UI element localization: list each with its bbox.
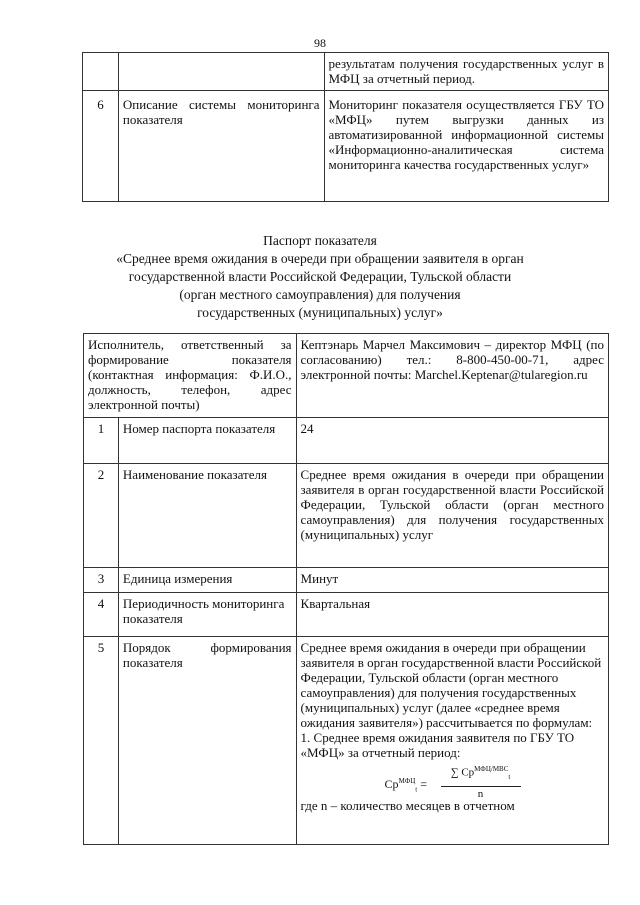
passport-title: Паспорт показателя xyxy=(263,233,377,248)
passport-name-line: государственной власти Российской Федерации, Тульской области xyxy=(128,269,512,284)
executor-label: Исполнитель, ответственный за формирование показателя (контактная информация: Ф.И.О., должность, телефон, адрес электронной почты) xyxy=(84,334,297,418)
passport-name-line: государственных (муниципальных) услуг» xyxy=(197,305,443,320)
row-label: Порядок формирования показателя xyxy=(118,637,296,845)
formation-step: 1. Среднее время ожидания заявителя по ГБУ ТО «МФЦ» за отчетный период: xyxy=(300,730,575,760)
top-table xyxy=(82,52,609,202)
table-row xyxy=(84,334,609,418)
table-row xyxy=(84,568,609,593)
formula xyxy=(301,762,604,798)
formation-note: где n – количество месяцев в отчетном xyxy=(300,798,515,813)
formula-fraction xyxy=(441,762,521,802)
row-number: 6 xyxy=(83,91,119,202)
page-number: 98 xyxy=(314,36,326,50)
row-number: 3 xyxy=(84,568,119,593)
table-row xyxy=(84,418,609,464)
row-label: Описание системы мониторинга показателя xyxy=(118,91,324,202)
formation-paragraph: Среднее время ожидания в очереди при обращении заявителя в орган государственной власти Российской Федерации, Тульской области (орган местного самоуправления) для получения государственных (муниципальных) услуг (далее «среднее время ожидания заявителя») рассчитывается по формулам: xyxy=(300,640,602,730)
formula-denominator: n xyxy=(477,787,484,800)
row-number: 2 xyxy=(84,464,119,568)
row-label: Периодичность мониторинга показателя xyxy=(118,593,296,637)
formula-numerator: ∑ $Cp^{МФЦ/МВС}_t$ xyxy=(441,762,521,787)
table-row xyxy=(83,53,609,91)
row-number: 4 xyxy=(84,593,119,637)
row-label: Номер паспорта показателя xyxy=(118,418,296,464)
table-row xyxy=(84,637,609,845)
row-value xyxy=(296,637,608,845)
row-value: Минут xyxy=(296,568,608,593)
row-value: Мониторинг показателя осуществляется ГБУ ТО «МФЦ» путем выгрузки данных из автоматизированной информационной системы «Информационно-аналитическая система мониторинга качества государственных услуг» xyxy=(324,91,608,202)
table-row xyxy=(84,593,609,637)
row-value: Среднее время ожидания в очереди при обращении заявителя в орган государственной власти Российской Федерации, Тульской области (орган местного самоуправления) для получения государственных (муниципальных) услуг xyxy=(296,464,608,568)
table-row xyxy=(84,464,609,568)
passport-name-line: (орган местного самоуправления) для получения xyxy=(179,287,461,302)
row-label: Наименование показателя xyxy=(118,464,296,568)
row-number: 5 xyxy=(84,637,119,845)
row-label: Единица измерения xyxy=(118,568,296,593)
row-value: результатам получения государственных услуг в МФЦ за отчетный период. xyxy=(324,53,608,91)
row-value: Квартальная xyxy=(296,593,608,637)
formula-lhs: $Cp^{МФЦ}_t$ = xyxy=(384,777,428,794)
row-value: 24 xyxy=(296,418,608,464)
table-row xyxy=(83,91,609,202)
row-number: 1 xyxy=(84,418,119,464)
row-label xyxy=(118,53,324,91)
executor-value: Кептэнарь Марчел Максимович – директор МФЦ (по согласованию) тел.: 8-800-450-00-71, адрес электронной почты: Marchel.Keptenar@tularegion.ru xyxy=(296,334,608,418)
row-number xyxy=(83,53,119,91)
passport-heading xyxy=(40,232,600,322)
passport-name-line: «Среднее время ожидания в очереди при обращении заявителя в орган xyxy=(116,251,524,266)
passport-table xyxy=(83,333,609,845)
